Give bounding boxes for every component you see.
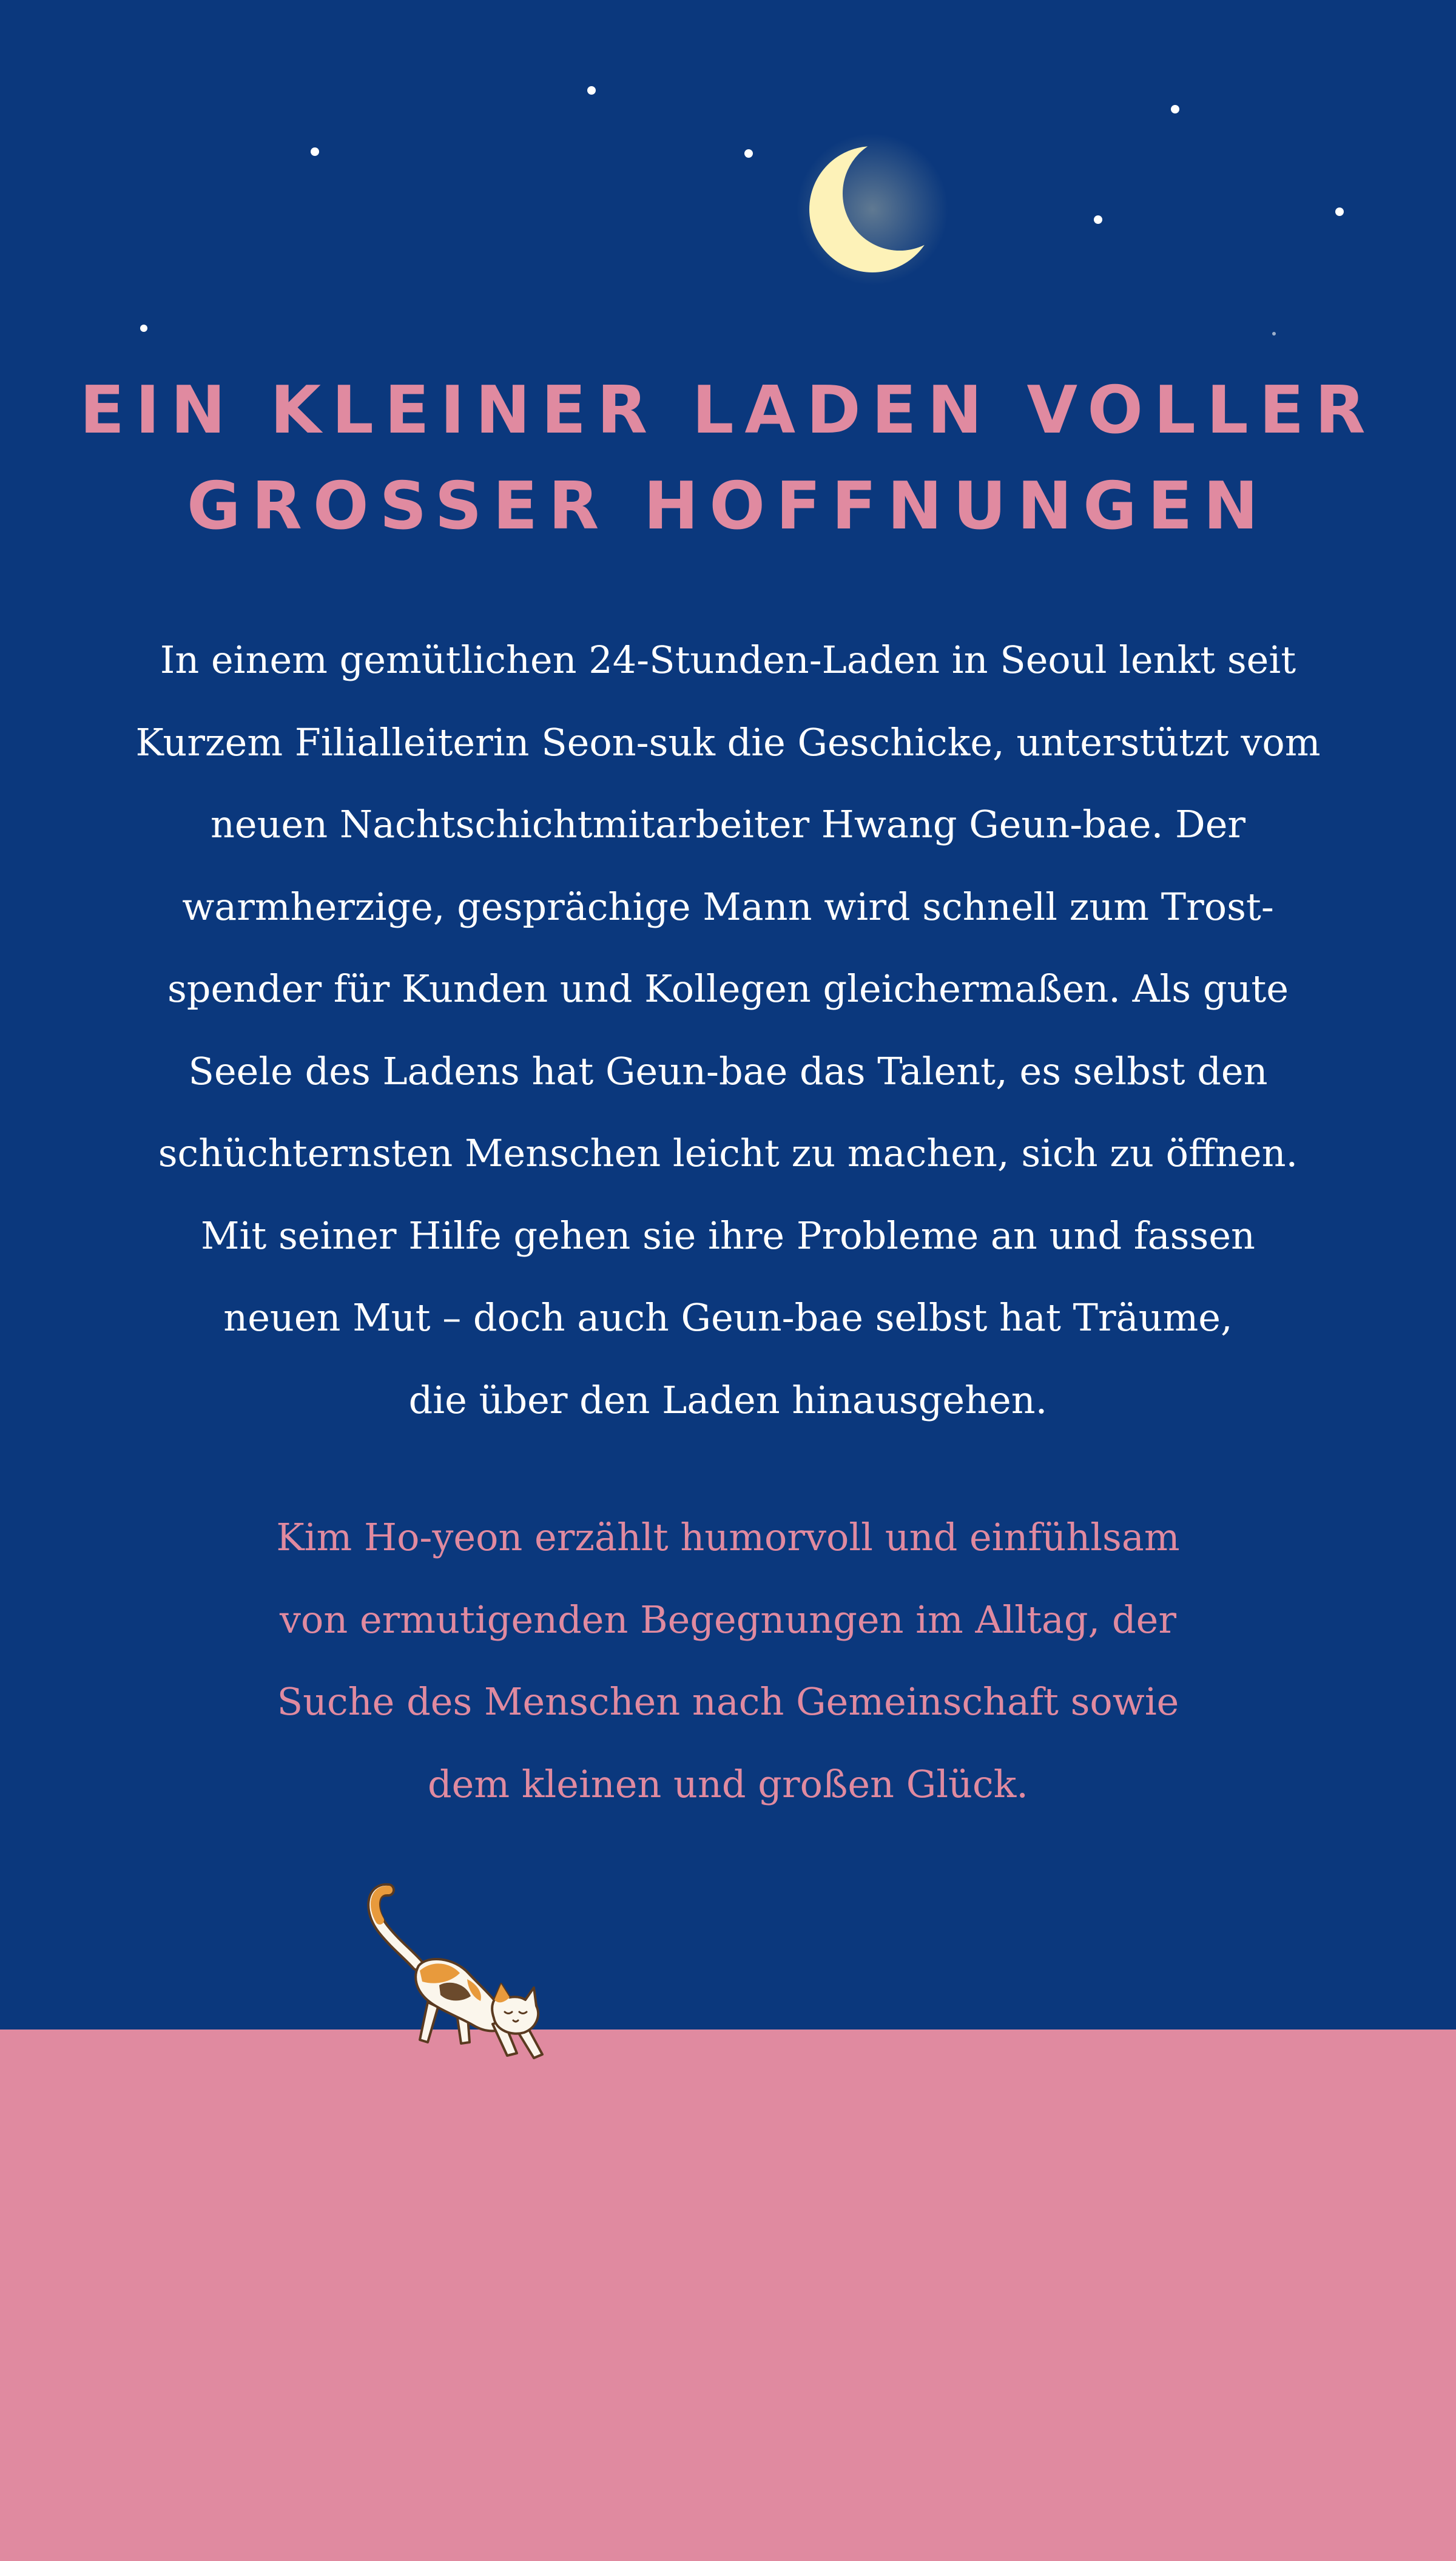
tagline-line: Suche des Menschen nach Gemeinschaft sowie — [277, 1679, 1179, 1724]
description-line: Mit seiner Hilfe gehen sie ihre Probleme an und fassen — [201, 1213, 1255, 1258]
description-line: warmherzige, gesprächige Mann wird schnell zum Trost- — [182, 884, 1274, 929]
description-line: In einem gemütlichen 24-Stunden-Laden in Seoul lenkt seit — [160, 638, 1296, 682]
description-line: Seele des Ladens hat Geun-bae das Talent, es selbst den — [188, 1048, 1268, 1093]
description-line: neuen Nachtschichtmitarbeiter Hwang Geun-bae. Der — [210, 802, 1246, 846]
description-line: neuen Mut – doch auch Geun-bae selbst hat Träume, — [223, 1295, 1233, 1340]
description-line: die über den Laden hinausgehen. — [408, 1377, 1048, 1422]
tagline-line: dem kleinen und großen Glück. — [427, 1761, 1028, 1806]
headline-line: GROSSER HOFFNUNGEN — [187, 468, 1269, 544]
description-line: Kurzem Filialleiterin Seon-suk die Geschicke, unterstützt vom — [135, 720, 1321, 764]
tagline-line: von ermutigenden Begegnungen im Alltag, der — [279, 1597, 1176, 1642]
description-line: schüchternsten Menschen leicht zu machen, sich zu öffnen. — [158, 1131, 1298, 1175]
description-line: spender für Kunden und Kollegen gleichermaßen. Als gute — [167, 967, 1289, 1011]
headline-line: EIN KLEINER LADEN VOLLER — [79, 373, 1377, 448]
tagline-line: Kim Ho-yeon erzählt humorvoll und einfühlsam — [276, 1515, 1180, 1559]
